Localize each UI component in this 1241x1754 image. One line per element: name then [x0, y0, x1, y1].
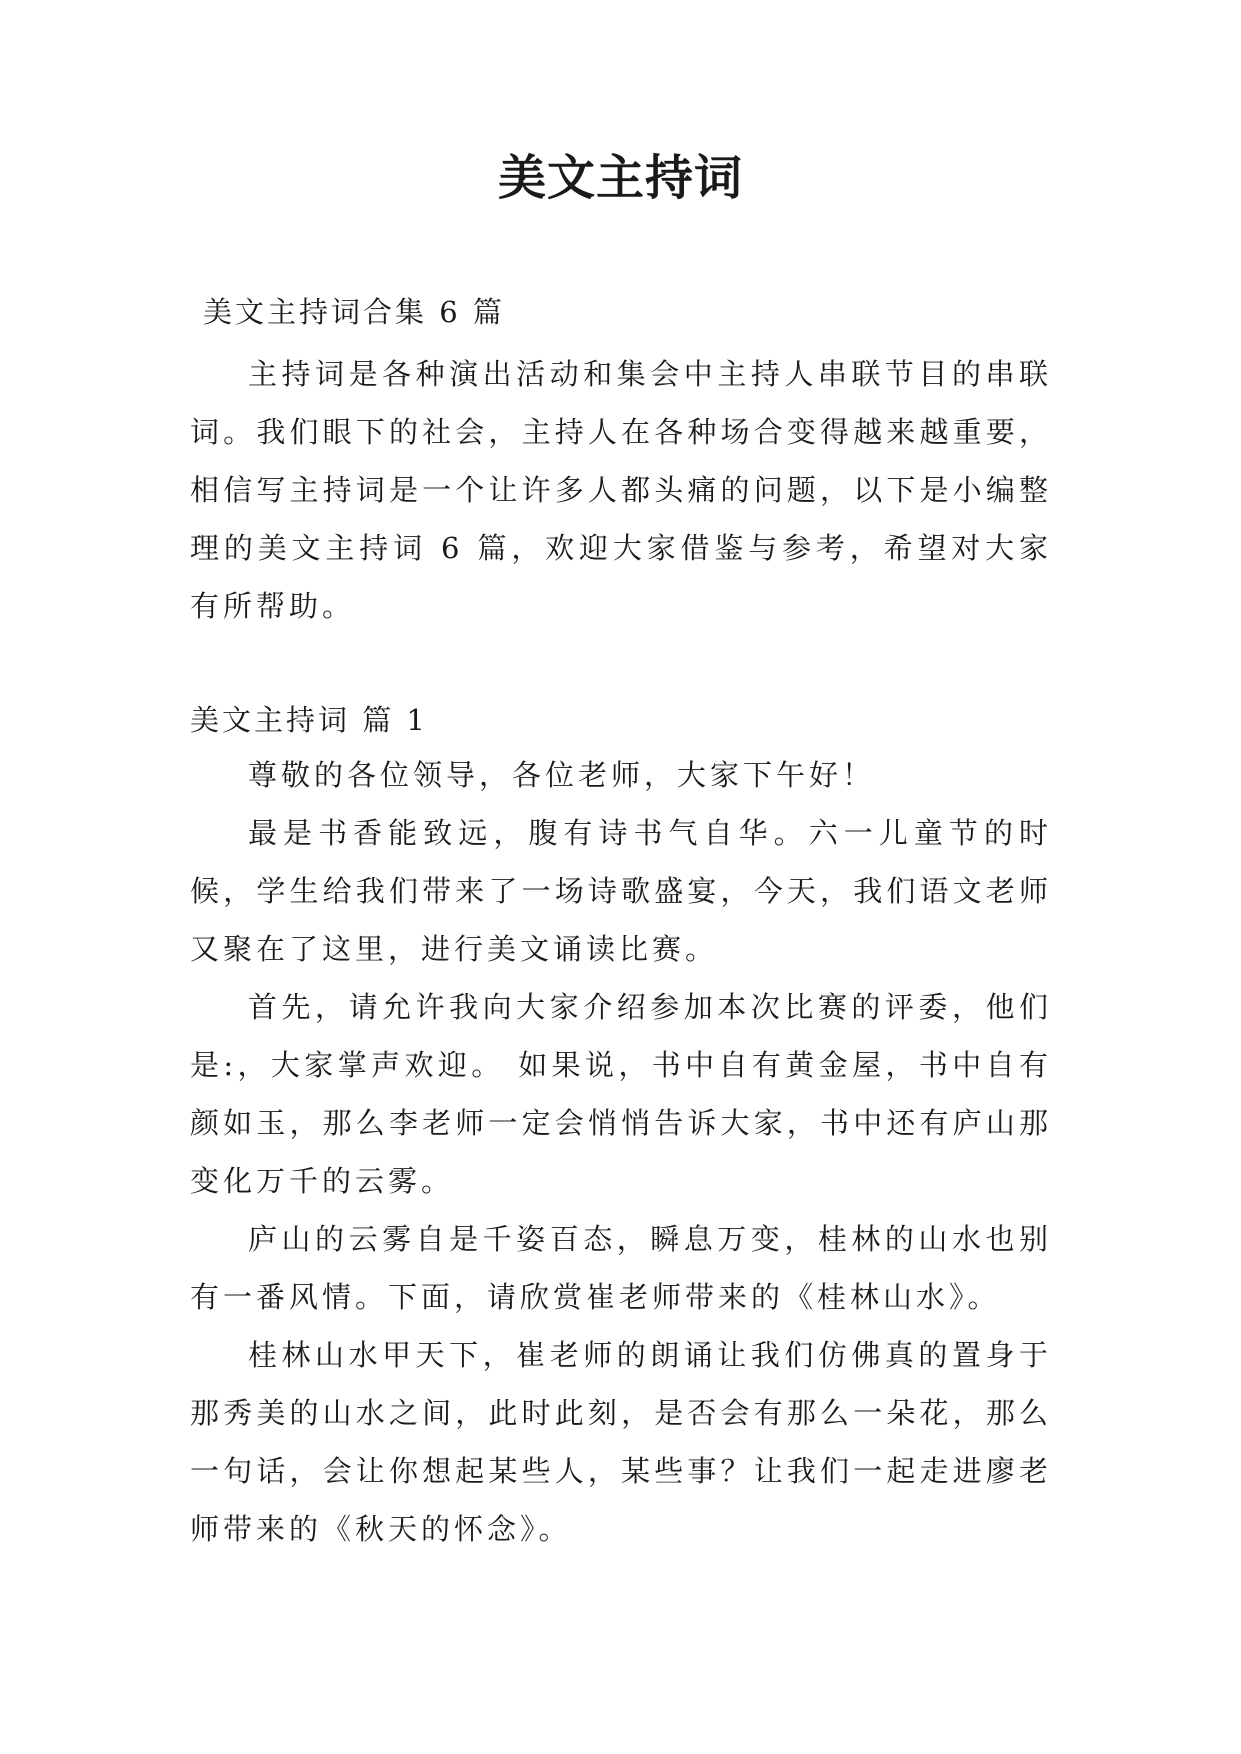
- section-heading: 美文主持词 篇 1: [190, 703, 428, 737]
- document-title: 美文主持词: [497, 150, 743, 206]
- section-paragraph: 桂林山水甲天下，崔老师的朗诵让我们仿佛真的置身于那秀美的山水之间，此时此刻，是否会有那么一朵花，那么一句话，会让你想起某些人，某些事？让我们一起走进廖老师带来的《秋天的怀念》。: [190, 1338, 1052, 1546]
- document-subtitle: 美文主持词合集 6 篇: [203, 295, 505, 329]
- section-paragraph: 尊敬的各位领导，各位老师，大家下午好！: [248, 758, 876, 792]
- section-body: [190, 746, 1052, 1558]
- intro-paragraph: 主持词是各种演出活动和集会中主持人串联节目的串联词。我们眼下的社会，主持人在各种场合变得越来越重要，相信写主持词是一个让许多人都头痛的问题，以下是小编整理的美文主持词 6 篇，欢迎大家借鉴与参考，希望对大家有所帮助。: [190, 357, 1052, 623]
- section-paragraph: 庐山的云雾自是千姿百态，瞬息万变，桂林的山水也别有一番风情。下面，请欣赏崔老师带来的《桂林山水》。: [190, 1222, 1052, 1314]
- section-paragraph: 最是书香能致远，腹有诗书气自华。六一儿童节的时候，学生给我们带来了一场诗歌盛宴，今天，我们语文老师又聚在了这里，进行美文诵读比赛。: [190, 816, 1052, 966]
- section-paragraph: 首先，请允许我向大家介绍参加本次比赛的评委，他们是:，大家掌声欢迎。 如果说，书中自有黄金屋，书中自有颜如玉，那么李老师一定会悄悄告诉大家，书中还有庐山那变化万千的云雾。: [190, 990, 1052, 1198]
- intro-section: [190, 345, 1052, 635]
